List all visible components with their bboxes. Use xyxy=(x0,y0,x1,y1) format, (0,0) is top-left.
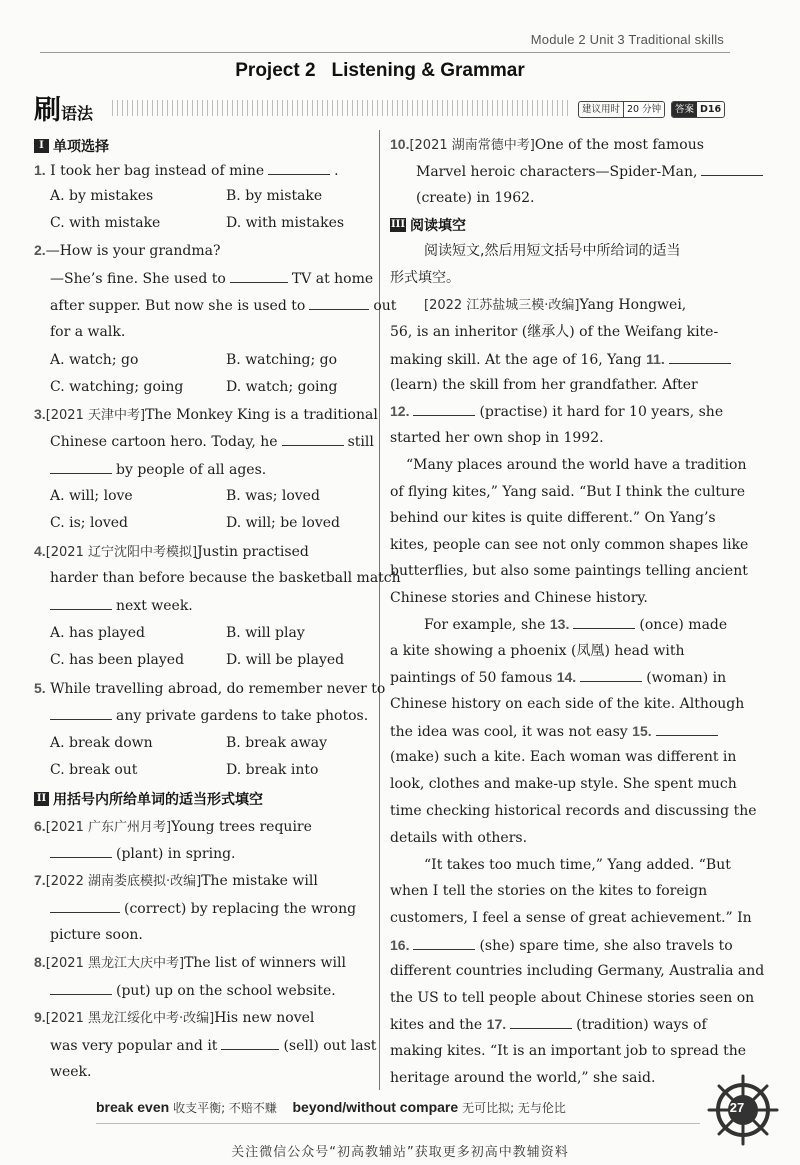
footer-phrase-1-meaning: 收支平衡; 不赔不赚 xyxy=(173,1101,277,1115)
footer-phrase-2-meaning: 无可比拟; 无与伦比 xyxy=(462,1101,566,1115)
question-number: 8. xyxy=(34,954,46,970)
blank-number: 11. xyxy=(646,351,665,367)
option: C. is; loved xyxy=(50,515,129,531)
question-9-line: week. xyxy=(50,1064,92,1080)
question-number: 6. xyxy=(34,818,46,834)
question-2-line: after supper. But now she is used to out xyxy=(50,295,396,316)
question-3-line: Chinese cartoon hero. Today, he still xyxy=(50,431,374,452)
question-number: 2. xyxy=(34,242,46,258)
question-number: 5. xyxy=(34,680,46,696)
option: A. will; love xyxy=(50,488,133,504)
option: D. will; be loved xyxy=(226,515,340,531)
footer-rule xyxy=(96,1123,700,1124)
passage-line: making kites. “It is an important job to spread the xyxy=(390,1043,747,1059)
section-roman-2: II xyxy=(34,792,49,806)
answer-blank xyxy=(510,1014,572,1029)
passage-line: started her own shop in 1992. xyxy=(390,430,604,446)
blank-number: 16. xyxy=(390,937,410,953)
answer-blank xyxy=(268,160,330,175)
question-number: 7. xyxy=(34,872,46,888)
question-number: 10. xyxy=(390,136,410,152)
section-heading-1 xyxy=(34,136,109,156)
answer-blank xyxy=(413,935,475,950)
suggested-time-tag xyxy=(578,101,665,118)
section-heading-2 xyxy=(34,789,263,809)
question-source: [2021 天津中考] xyxy=(45,408,146,423)
passage-line: a kite showing a phoenix (凤凰) head with xyxy=(390,643,685,659)
question-9-line: was very popular and it (sell) out last xyxy=(50,1035,376,1056)
reading-instruction: 形式填空。 xyxy=(390,270,460,286)
question-4-line: harder than before because the basketball match xyxy=(50,570,401,586)
running-head: Module 2 Unit 3 Traditional skills xyxy=(530,32,724,47)
option: A. by mistakes xyxy=(50,188,154,204)
question-source: [2021 黑龙江大庆中考] xyxy=(45,956,185,971)
passage-line: of flying kites,” Yang said. “But I think the culture xyxy=(390,484,746,500)
question-9-stem: 9.[2021 黑龙江绥化中考·改编]His new novel xyxy=(34,1009,315,1026)
section-title-1: 单项选择 xyxy=(53,139,109,155)
section-roman-3: III xyxy=(391,219,406,230)
option: D. with mistakes xyxy=(226,215,345,231)
passage-line: 12. (practise) it hard for 10 years, she xyxy=(390,403,724,420)
question-source: [2021 广东广州月考] xyxy=(45,820,172,835)
passage-line: customers, I feel a sense of great achievement.” In xyxy=(390,910,752,926)
suggested-time-value: 20 分钟 xyxy=(623,102,664,117)
question-number: 1. xyxy=(34,162,46,178)
passage-line: different countries including Germany, Australia and xyxy=(390,963,765,979)
question-10-stem: 10.[2021 湖南常德中考]One of the most famous xyxy=(390,136,704,153)
question-source: [2022 湖南娄底模拟·改编] xyxy=(45,874,202,889)
blank-number: 17. xyxy=(486,1016,507,1032)
answer-blank xyxy=(50,705,112,720)
header-rule xyxy=(40,52,730,53)
passage-line: when I tell the stories on the kites to foreign xyxy=(390,883,708,899)
passage-line: behind our kites is quite different.” On Yang’s xyxy=(390,510,716,526)
passage-line: making skill. At the age of 16, Yang 11. xyxy=(390,349,735,370)
reading-instruction: 阅读短文,然后用短文括号中所给词的适当 xyxy=(424,243,681,259)
decorative-hatch-bar xyxy=(112,100,568,116)
section-heading-3 xyxy=(390,215,466,235)
passage-line: (make) such a kite. Each woman was different in xyxy=(390,749,737,765)
answer-blank xyxy=(669,349,731,364)
option: A. break down xyxy=(50,735,153,751)
brand-big-char: 刷 xyxy=(34,95,61,126)
question-8-line: (put) up on the school website. xyxy=(50,980,336,1001)
answer-tag xyxy=(671,101,725,118)
option: C. has been played xyxy=(50,652,185,668)
question-6-stem: 6.[2021 广东广州月考]Young trees require xyxy=(34,818,312,835)
passage-source: [2022 江苏盐城三模·改编] xyxy=(424,298,580,313)
question-4-stem: 4.[2021 辽宁沈阳中考模拟]Justin practised xyxy=(34,543,309,560)
question-7-line: (correct) by replacing the wrong xyxy=(50,898,356,919)
blank-number: 14. xyxy=(556,669,577,685)
option: B. break away xyxy=(226,735,327,751)
question-2-line: —She’s fine. She used to TV at home xyxy=(50,268,373,289)
promo-text: 关注微信公众号“初高教辅站”获取更多初高中教辅资料 xyxy=(231,1145,569,1160)
passage-line: the idea was cool, it was not easy 15. xyxy=(390,721,722,742)
passage-line: “It takes too much time,” Yang added. “But xyxy=(424,857,731,873)
passage-line: look, clothes and make-up style. She spent much xyxy=(390,776,737,792)
answer-blank xyxy=(50,980,112,995)
suggested-time-label: 建议用时 xyxy=(582,104,621,115)
answer-blank xyxy=(573,614,635,629)
passage-line: For example, she 13. (once) made xyxy=(424,616,728,633)
brand-label xyxy=(34,88,93,127)
answer-blank xyxy=(282,431,344,446)
section-title-3: 阅读填空 xyxy=(410,218,467,234)
page-title-topic: Listening & Grammar xyxy=(331,60,525,81)
passage-line: paintings of 50 famous 14. (woman) in xyxy=(390,669,727,686)
question-5-stem: 5. While travelling abroad, do remember never to xyxy=(34,680,386,697)
passage-line: kites and the 17. (tradition) ways of xyxy=(390,1016,707,1033)
answer-blank xyxy=(413,401,475,416)
answer-blank xyxy=(50,843,112,858)
passage-line: butterflies, but also some paintings telling ancient xyxy=(390,563,748,579)
option: B. watching; go xyxy=(226,352,338,368)
page-title-project: Project 2 xyxy=(235,60,316,81)
question-number: 3. xyxy=(34,406,46,422)
question-source: [2021 黑龙江绥化中考·改编] xyxy=(45,1011,215,1026)
passage-line: heritage around the world,” she said. xyxy=(390,1070,656,1086)
question-5-line: any private gardens to take photos. xyxy=(50,705,368,726)
option: C. with mistake xyxy=(50,215,161,231)
answer-label: 答案 xyxy=(672,102,697,117)
blank-number: 12. xyxy=(390,403,410,419)
section-title-2: 用括号内所给单词的适当形式填空 xyxy=(53,792,263,808)
answer-blank xyxy=(580,667,642,682)
column-divider xyxy=(379,130,380,1090)
footer-phrases xyxy=(96,1094,696,1120)
brand-small-text: 语法 xyxy=(61,104,94,123)
section-roman-1: I xyxy=(34,139,49,153)
answer-blank xyxy=(50,459,112,474)
blank-number: 15. xyxy=(632,723,652,739)
question-3-line: by people of all ages. xyxy=(50,459,266,480)
passage-line: Chinese stories and Chinese history. xyxy=(390,590,648,606)
question-2-stem: 2.—How is your grandma? xyxy=(34,242,221,259)
question-7-stem: 7.[2022 湖南娄底模拟·改编]The mistake will xyxy=(34,872,318,889)
option: C. break out xyxy=(50,762,138,778)
question-7-line: picture soon. xyxy=(50,927,143,943)
question-10-line: (create) in 1962. xyxy=(416,190,535,206)
passage-line: “Many places around the world have a tradition xyxy=(406,457,747,473)
question-source: [2021 辽宁沈阳中考模拟] xyxy=(45,545,198,560)
option: B. by mistake xyxy=(226,188,323,204)
footer-phrase-2: beyond/without compare xyxy=(292,1099,459,1115)
passage-line: (learn) the skill from her grandfather. After xyxy=(390,377,698,393)
question-number: 4. xyxy=(34,543,46,559)
page-number: 27 xyxy=(729,1100,745,1115)
question-3-stem: 3.[2021 天津中考]The Monkey King is a traditional xyxy=(34,406,378,423)
passage-line: time checking historical records and discussing the xyxy=(390,803,757,819)
option: D. watch; going xyxy=(226,379,338,395)
option: B. will play xyxy=(226,625,305,641)
footer-phrase-1: break even xyxy=(96,1099,170,1115)
passage-line: the US to tell people about Chinese stories seen on xyxy=(390,990,755,1006)
passage-line: [2022 江苏盐城三模·改编]Yang Hongwei, xyxy=(424,297,687,313)
passage-line: Chinese history on each side of the kite. Although xyxy=(390,696,745,712)
answer-page-ref: D16 xyxy=(700,104,722,115)
answer-blank xyxy=(221,1035,279,1050)
option: C. watching; going xyxy=(50,379,184,395)
answer-blank xyxy=(230,268,288,283)
answer-blank xyxy=(309,295,369,310)
answer-blank xyxy=(50,595,112,610)
answer-blank xyxy=(701,161,763,176)
answer-blank xyxy=(656,721,718,736)
option: D. break into xyxy=(226,762,319,778)
option: D. will be played xyxy=(226,652,345,668)
question-2-line: for a walk. xyxy=(50,324,126,340)
question-1-stem: 1. I took her bag instead of mine . xyxy=(34,162,339,179)
question-4-line: next week. xyxy=(50,595,193,616)
passage-line: details with others. xyxy=(390,830,528,846)
blank-number: 13. xyxy=(549,616,570,632)
question-8-stem: 8.[2021 黑龙江大庆中考]The list of winners will xyxy=(34,954,346,971)
page-title xyxy=(0,60,760,82)
passage-line: 56, is an inheritor (继承人) of the Weifang kite- xyxy=(390,324,719,340)
answer-blank xyxy=(50,898,120,913)
question-number: 9. xyxy=(34,1009,46,1025)
passage-line: kites, people can see not only common shapes like xyxy=(390,537,749,553)
question-source: [2021 湖南常德中考] xyxy=(409,138,535,153)
option: B. was; loved xyxy=(226,488,320,504)
question-6-line: (plant) in spring. xyxy=(50,843,236,864)
passage-line: 16. (she) spare time, she also travels to xyxy=(390,937,733,954)
option: A. has played xyxy=(50,625,145,641)
option: A. watch; go xyxy=(50,352,139,368)
question-10-line: Marvel heroic characters—Spider-Man, xyxy=(416,161,767,182)
